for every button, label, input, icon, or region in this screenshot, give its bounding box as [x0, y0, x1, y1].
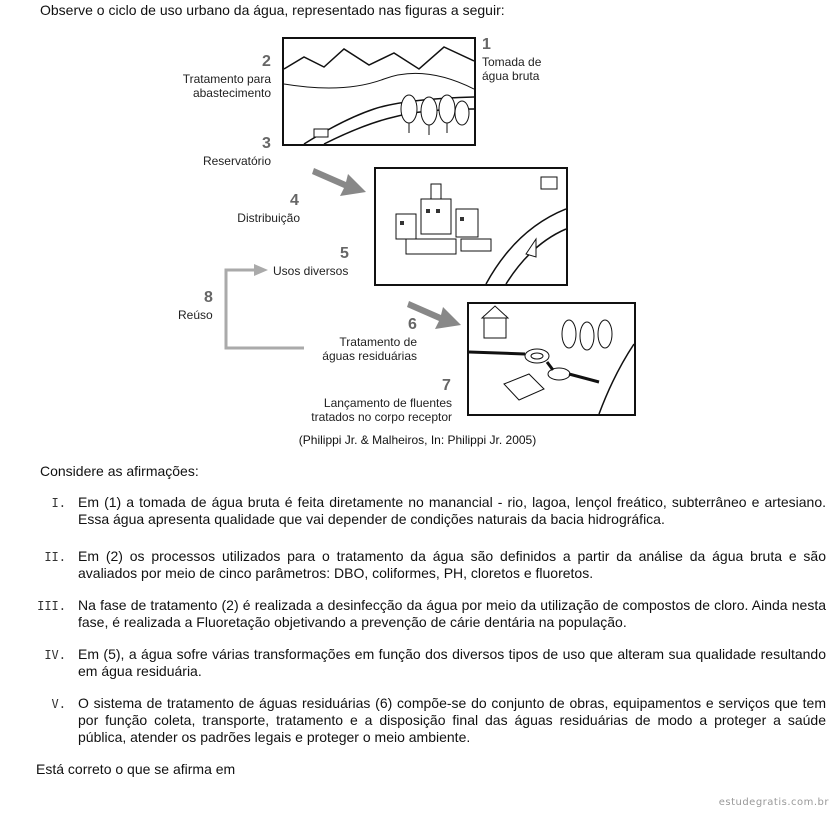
roman-numeral: I.	[51, 496, 66, 510]
city-illustration	[376, 169, 566, 284]
roman-numeral: IV.	[44, 648, 66, 662]
step-label: Tratamento de águas residuárias	[322, 335, 417, 363]
panel-landscape	[282, 37, 476, 146]
statement-text: Na fase de tratamento (2) é realizada a desinfecção da água por meio da utilização de compostos de cloro. Ainda nesta fase, é realizada a Fluoretação objetivando a prevenção de cárie dentária na população.	[78, 597, 826, 630]
step-number: 2	[262, 53, 271, 70]
step-label: Tomada de água bruta	[482, 55, 542, 83]
statement-text: O sistema de tratamento de águas residuárias (6) compõe-se do conjunto de obras, equipamentos e serviços que tem por função coleta, transporte, tratamento e a disposição final das águas residuárias de modo a proteger a saúde pública, atender os padrões legais e proteger o meio ambiente.	[78, 695, 826, 745]
intro-text: Observe o ciclo de uso urbano da água, representado nas figuras a seguir:	[40, 2, 505, 18]
panel-city	[374, 167, 568, 286]
step-number: 1	[482, 36, 491, 53]
step-label: Reservatório	[202, 154, 271, 168]
final-question: Está correto o que se afirma em	[36, 761, 236, 777]
step-number: 4	[290, 192, 299, 209]
step-label: Distribuição	[237, 211, 300, 225]
roman-numeral: III.	[37, 599, 66, 613]
step-number: 3	[262, 135, 271, 152]
statement-text: Em (5), a água sofre várias transformações em função dos diversos tipos de uso que alteram sua qualidade resultando em água residuária.	[78, 646, 826, 679]
step-label: Lançamento de fluentes tratados no corpo receptor	[311, 396, 452, 424]
step-number: 6	[408, 316, 417, 333]
roman-numeral: V.	[51, 697, 66, 711]
roman-numeral: II.	[44, 550, 66, 564]
statement-text: Em (1) a tomada de água bruta é feita diretamente no manancial - rio, lagoa, lençol freático, subterrâneo e artesiano. Essa água apresenta qualidade que vai depender de condições naturais da bacia hidrográfica.	[78, 494, 826, 527]
step-label: Tratamento para abastecimento	[182, 72, 271, 100]
arrow-icon	[310, 160, 370, 200]
step-number: 8	[204, 289, 213, 306]
step-label: Usos diversos	[273, 264, 349, 278]
figure-citation: (Philippi Jr. & Malheiros, In: Philippi Jr. 2005)	[298, 433, 537, 447]
panel-treatment	[467, 302, 636, 416]
landscape-illustration	[284, 39, 474, 144]
statement-text: Em (2) os processos utilizados para o tratamento da água são definidos a partir da análise da água bruta e são avaliados por meio de cinco parâmetros: DBO, coliformes, PH, cloretos e fluoretos.	[78, 548, 826, 581]
treatment-illustration	[469, 304, 634, 414]
step-number: 5	[340, 245, 349, 262]
step-label: Reúso	[178, 308, 213, 322]
watermark: estudegratis.com.br	[718, 797, 829, 808]
consider-text: Considere as afirmações:	[40, 463, 199, 479]
step-number: 7	[442, 377, 451, 394]
